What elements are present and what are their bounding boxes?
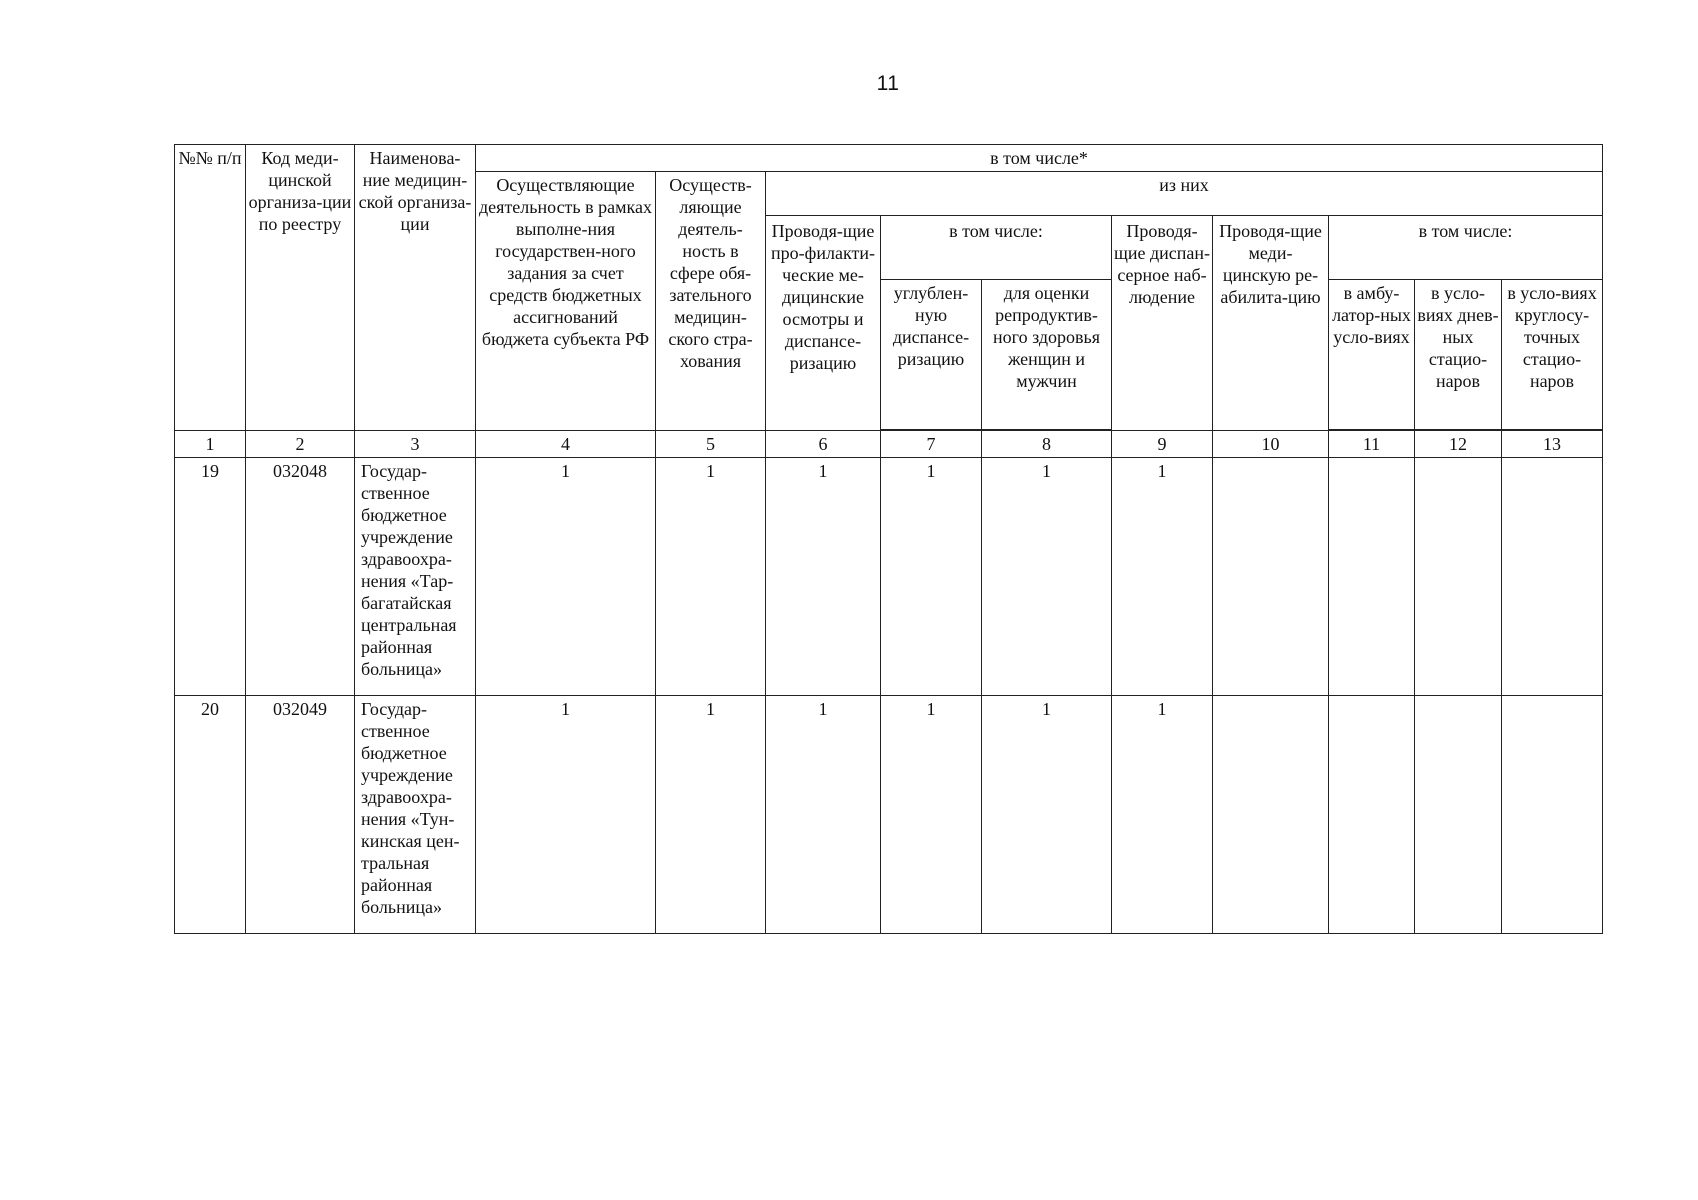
registry-code: 032049: [246, 696, 355, 934]
cell-dispensary-observation: 1: [1112, 458, 1213, 696]
cell-dispensary-observation: 1: [1112, 696, 1213, 934]
cell-in-depth-dispensary: 1: [881, 458, 982, 696]
cell-day-hospital: [1415, 696, 1502, 934]
header-including-b: в том числе:: [1329, 216, 1603, 280]
column-number: 5: [656, 431, 766, 458]
page-number: 11: [876, 72, 900, 95]
header-including-a: в том числе:: [881, 216, 1112, 280]
header-in-depth-dispensary: углублен-ную диспансе-ризацию: [881, 280, 982, 430]
header-rehabilitation: Проводя-щие меди-цинскую ре-абилита-цию: [1213, 216, 1329, 431]
column-number: 8: [982, 431, 1112, 458]
cell-reproductive-health: 1: [982, 458, 1112, 696]
cell-outpatient: [1329, 458, 1415, 696]
cell-outpatient: [1329, 696, 1415, 934]
header-dispensary-observation: Проводя-щие диспан-серное наб-людение: [1112, 216, 1213, 431]
header-day-hospital: в усло-виях днев-ных стацио-наров: [1415, 280, 1502, 430]
cell-rehabilitation: [1213, 458, 1329, 696]
row-number: 20: [175, 696, 246, 934]
cell-round-the-clock-hospital: [1502, 458, 1603, 696]
organization-name: Государ-ственное бюджетное учреждение здравоохра-нения «Тар-багатайская центральная районная больница»: [355, 458, 476, 696]
header-state-assignment: Осуществляющие деятельность в рамках выполне-ния государствен-ного задания за счет средств бюджетных ассигнований бюджета субъекта РФ: [476, 172, 656, 431]
table-row: [175, 696, 1603, 934]
column-number: 9: [1112, 431, 1213, 458]
cell-preventive-exams: 1: [766, 458, 881, 696]
column-number: 3: [355, 431, 476, 458]
column-number: 1: [175, 431, 246, 458]
column-number: 13: [1502, 431, 1603, 458]
column-number: 10: [1213, 431, 1329, 458]
cell-state-assignment: 1: [476, 696, 656, 934]
column-number: 7: [881, 431, 982, 458]
column-number: 11: [1329, 431, 1415, 458]
cell-in-depth-dispensary: 1: [881, 696, 982, 934]
cell-mandatory-insurance: 1: [656, 696, 766, 934]
header-outpatient: в амбу-латор-ных усло-виях: [1329, 280, 1415, 430]
cell-mandatory-insurance: 1: [656, 458, 766, 696]
cell-state-assignment: 1: [476, 458, 656, 696]
registry-code: 032048: [246, 458, 355, 696]
medical-organizations-table: [174, 144, 1603, 934]
column-number: 4: [476, 431, 656, 458]
column-numbers-row: [175, 431, 1603, 458]
column-number: 6: [766, 431, 881, 458]
row-number: 19: [175, 458, 246, 696]
header-preventive-exams: Проводя-щие про-филакти-ческие ме-дицинские осмотры и диспансе-ризацию: [766, 216, 881, 431]
column-number: 12: [1415, 431, 1502, 458]
header-registry-code: Код меди-цинской организа-ции по реестру: [246, 145, 355, 431]
cell-rehabilitation: [1213, 696, 1329, 934]
header-of-them: из них: [766, 172, 1603, 216]
table-row: [175, 458, 1603, 696]
organization-name: Государ-ственное бюджетное учреждение здравоохра-нения «Тун-кинская цен-тральная районная больница»: [355, 696, 476, 934]
cell-preventive-exams: 1: [766, 696, 881, 934]
header-organization-name: Наименова-ние медицин-ской организа-ции: [355, 145, 476, 431]
column-number: 2: [246, 431, 355, 458]
header-reproductive-health: для оценки репродуктив-ного здоровья женщин и мужчин: [982, 280, 1112, 430]
cell-reproductive-health: 1: [982, 696, 1112, 934]
header-round-the-clock-hospital: в усло-виях круглосу-точных стацио-наров: [1502, 280, 1603, 430]
cell-day-hospital: [1415, 458, 1502, 696]
header-row-number: №№ п/п: [175, 145, 246, 431]
header-mandatory-insurance: Осуществ-ляющие деятель-ность в сфере обя-зательного медицин-ского стра-хования: [656, 172, 766, 431]
cell-round-the-clock-hospital: [1502, 696, 1603, 934]
header-including-all: в том числе*: [476, 145, 1603, 172]
